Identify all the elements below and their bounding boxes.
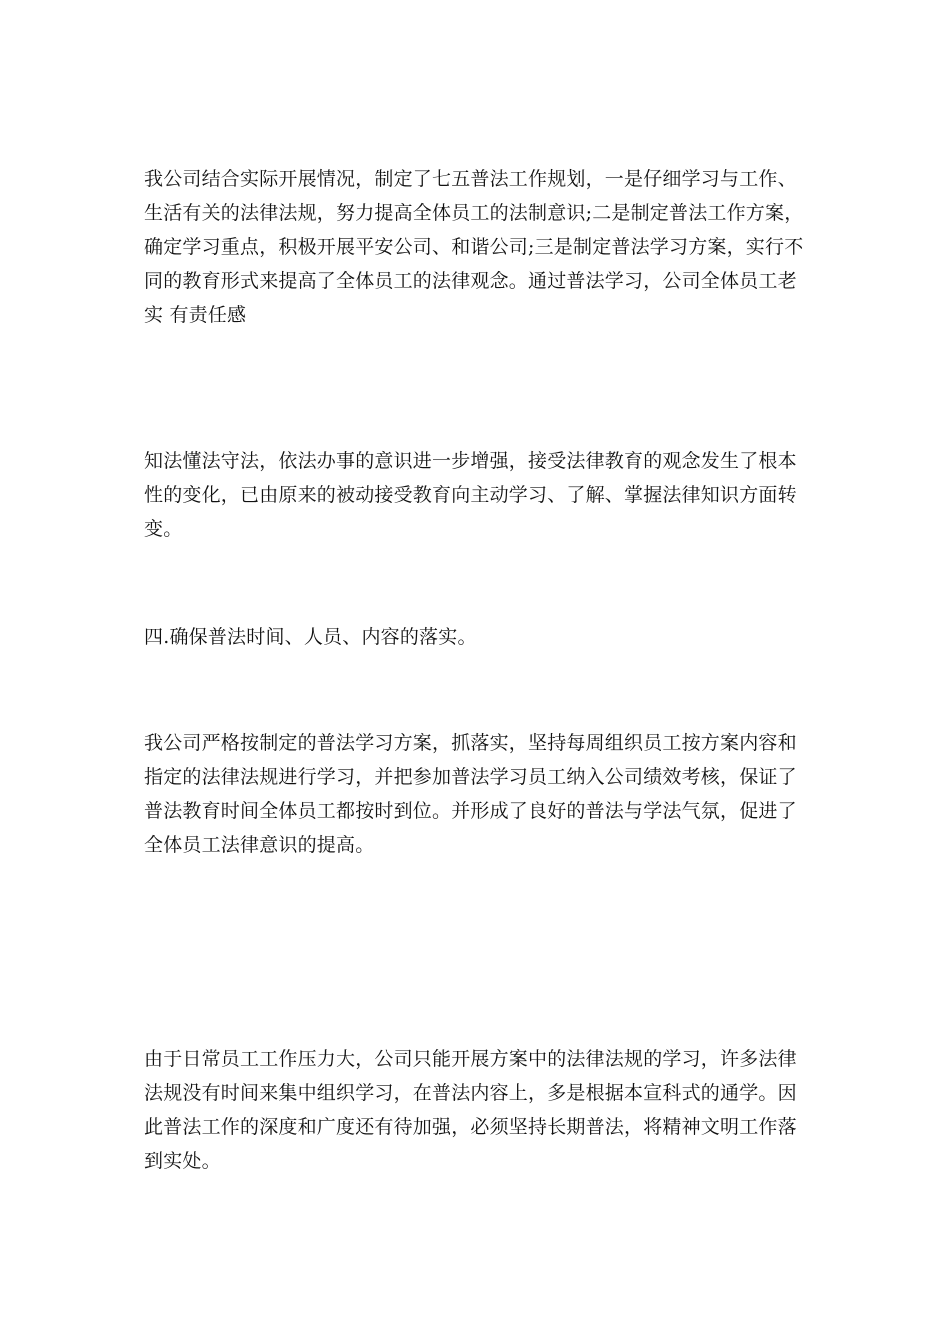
paragraph-awareness (144, 444, 814, 546)
text-line: 实 有责任感 (144, 304, 247, 326)
paragraph-implementation (144, 726, 814, 862)
text-line: 全体员工法律意识的提高。 (144, 834, 375, 856)
paragraph-plan (144, 162, 814, 332)
text-line: 性的变化，已由原来的被动接受教育向主动学习、了解、掌握法律知识方面转 (144, 484, 797, 506)
text-line: 普法教育时间全体员工都按时到位。并形成了良好的普法与学法气氛，促进了 (144, 800, 797, 822)
text-line: 四.确保普法时间、人员、内容的落实。 (144, 626, 477, 648)
paragraph-shortcomings (144, 1042, 814, 1178)
section-heading (144, 620, 814, 654)
text-line: 我公司结合实际开展情况，制定了七五普法工作规划，一是仔细学习与工作、 (144, 168, 797, 190)
text-line: 知法懂法守法，依法办事的意识进一步增强，接受法律教育的观念发生了根本 (144, 450, 797, 472)
text-line: 确定学习重点，积极开展平安公司、和谐公司;三是制定普法学习方案，实行不 (144, 236, 804, 258)
text-line: 由于日常员工工作压力大，公司只能开展方案中的法律法规的学习，许多法律 (144, 1048, 797, 1070)
text-line: 生活有关的法律法规，努力提高全体员工的法制意识;二是制定普法工作方案， (144, 202, 804, 224)
text-line: 到实处。 (144, 1150, 221, 1172)
text-line: 我公司严格按制定的普法学习方案，抓落实，坚持每周组织员工按方案内容和 (144, 732, 797, 754)
text-line: 同的教育形式来提高了全体员工的法律观念。通过普法学习，公司全体员工老 (144, 270, 797, 292)
text-line: 指定的法律法规进行学习，并把参加普法学习员工纳入公司绩效考核，保证了 (144, 766, 797, 788)
text-line: 法规没有时间来集中组织学习，在普法内容上，多是根据本宣科式的通学。因 (144, 1082, 797, 1104)
text-line: 此普法工作的深度和广度还有待加强，必须坚持长期普法，将精神文明工作落 (144, 1116, 797, 1138)
text-line: 变。 (144, 518, 183, 540)
